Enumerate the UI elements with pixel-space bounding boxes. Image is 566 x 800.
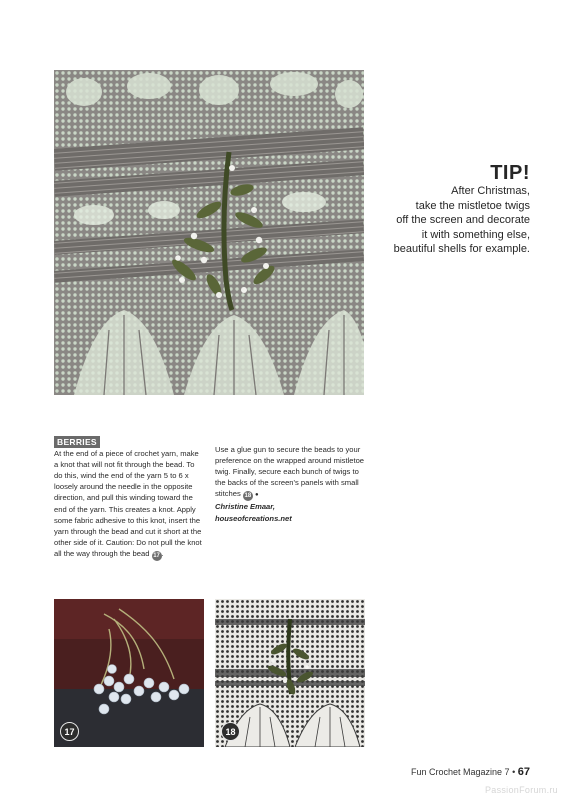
author-website: houseofcreations.net	[215, 513, 292, 523]
page-number: 67	[517, 766, 530, 778]
bullet-icon: ●	[255, 492, 259, 499]
tip-line: it with something else,	[421, 228, 530, 241]
berries-heading: BERRIES	[54, 436, 100, 448]
glue-instructions: Use a glue gun to secure the beads to your preference on the wrapped around mistletoe twig. Finally, secure each bunch of twigs to the backs of the screen's panels with small stitches	[215, 445, 365, 499]
main-photo-lace-mistletoe	[54, 70, 364, 395]
berries-column-left: BERRIES At the end of a piece of crochet yarn, make a knot that will not fit through the bead. To do this, wind the end of the yarn 5 to 6 x loosely around the needle in the opposite direction, and pull this winding toward the end of the yarn. This creates a knot. Apply some fabric adhesive to this knot, insert the yarn through the bead and cut it short at the other side of it. Caution: Do not pull the knot all the way through the bead 17 .	[54, 437, 202, 559]
photo-step-18-lace	[215, 599, 365, 747]
tip-line: beautiful shells for example.	[393, 243, 530, 255]
photo-badge-18: 18	[221, 722, 240, 741]
step-18-marker: 18	[244, 493, 252, 500]
tip-box	[378, 162, 530, 257]
photo-step-17-beads	[54, 599, 204, 747]
magazine-title: Fun Crochet Magazine 7	[411, 767, 510, 777]
berries-instructions: At the end of a piece of crochet yarn, make a knot that will not fit through the bead. To do this, wind the end of the yarn 5 to 6 x loosely around the needle in the opposite direction, and pull this winding toward the end of the yarn. This creates a knot. Apply some fabric adhesive to this knot, insert the yarn through the bead and cut it short at the other side of it. Caution: Do not pull the knot all the way through the bead	[54, 449, 202, 558]
watermark: PassionForum.ru	[484, 785, 558, 795]
footer-separator: •	[512, 767, 516, 777]
tip-text	[378, 184, 530, 257]
page-footer	[411, 766, 530, 778]
tip-title: TIP!	[490, 162, 530, 184]
photo-badge-17: 17	[60, 722, 79, 741]
author-name: Christine Emaar,	[215, 502, 275, 512]
tip-line: After Christmas,	[451, 185, 530, 197]
step-17-marker: 17	[153, 552, 160, 559]
tip-line: take the mistletoe twigs	[415, 199, 530, 212]
berries-column-right	[215, 444, 365, 524]
tip-line: off the screen and decorate	[396, 214, 530, 226]
